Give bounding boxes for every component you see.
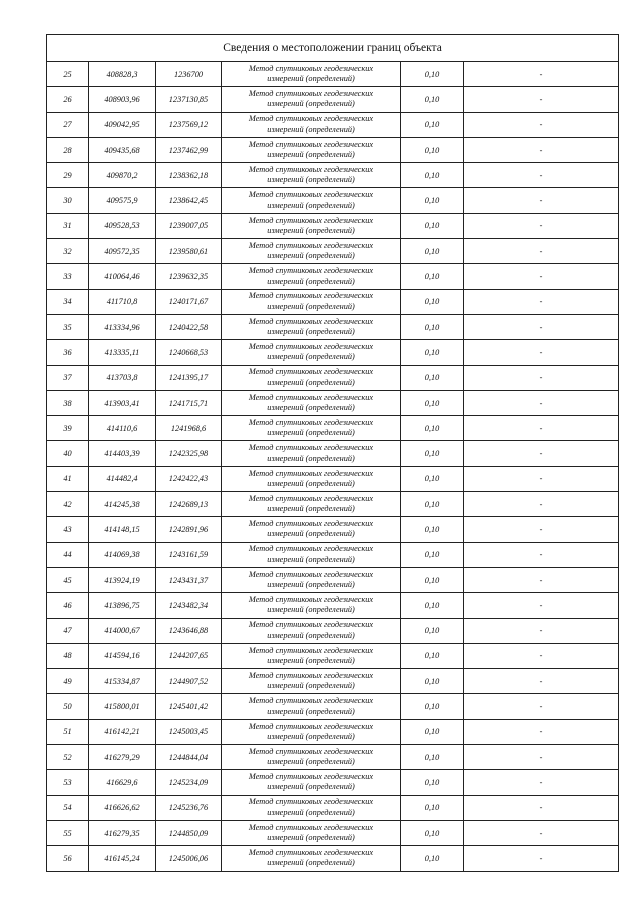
accuracy: 0,10 [401, 643, 464, 668]
method-cell [222, 289, 401, 314]
method-line-2: измерений (определений) [267, 706, 355, 716]
coord-y: 1237569,12 [156, 112, 222, 137]
method-line-1: Метод спутниковых геодезических [248, 316, 374, 326]
table-row [47, 340, 619, 365]
coord-x: 414148,15 [89, 517, 156, 542]
method-line-1: Метод спутниковых геодезических [248, 342, 374, 352]
method-line-2: измерений (определений) [267, 428, 355, 438]
accuracy: 0,10 [401, 137, 464, 162]
coord-y: 1239632,35 [156, 264, 222, 289]
method-cell [222, 593, 401, 618]
table-row [47, 820, 619, 845]
point-number: 34 [47, 289, 89, 314]
point-number: 32 [47, 239, 89, 264]
coord-x: 415334,87 [89, 669, 156, 694]
description: - [464, 62, 619, 87]
method-line-1: Метод спутниковых геодезических [248, 417, 374, 427]
accuracy: 0,10 [401, 213, 464, 238]
coord-x: 408828,3 [89, 62, 156, 87]
point-number: 36 [47, 340, 89, 365]
coord-x: 408903,96 [89, 87, 156, 112]
coord-y: 1236700 [156, 62, 222, 87]
table-row [47, 542, 619, 567]
coord-x: 414594,16 [89, 643, 156, 668]
method-line-1: Метод спутниковых геодезических [248, 392, 374, 402]
method-line-1: Метод спутниковых геодезических [248, 822, 374, 832]
table-title: Сведения о местоположении границ объекта [47, 35, 619, 62]
method-cell [222, 466, 401, 491]
coord-y: 1245401,42 [156, 694, 222, 719]
method-line-2: измерений (определений) [267, 124, 355, 134]
table-row [47, 264, 619, 289]
method-line-1: Метод спутниковых геодезических [248, 544, 374, 554]
description: - [464, 618, 619, 643]
coord-y: 1242689,13 [156, 492, 222, 517]
point-number: 55 [47, 820, 89, 845]
accuracy: 0,10 [401, 567, 464, 592]
accuracy: 0,10 [401, 188, 464, 213]
description: - [464, 188, 619, 213]
accuracy: 0,10 [401, 770, 464, 795]
coord-x: 416145,24 [89, 846, 156, 871]
method-line-1: Метод спутниковых геодезических [248, 266, 374, 276]
accuracy: 0,10 [401, 745, 464, 770]
coord-y: 1245234,09 [156, 770, 222, 795]
point-number: 42 [47, 492, 89, 517]
accuracy: 0,10 [401, 593, 464, 618]
method-line-2: измерений (определений) [267, 301, 355, 311]
description: - [464, 163, 619, 188]
description: - [464, 795, 619, 820]
description: - [464, 239, 619, 264]
point-number: 50 [47, 694, 89, 719]
accuracy: 0,10 [401, 694, 464, 719]
point-number: 25 [47, 62, 89, 87]
point-number: 30 [47, 188, 89, 213]
method-line-2: измерений (определений) [267, 807, 355, 817]
point-number: 48 [47, 643, 89, 668]
table-row [47, 466, 619, 491]
method-cell [222, 188, 401, 213]
coord-y: 1243161,59 [156, 542, 222, 567]
point-number: 27 [47, 112, 89, 137]
coord-x: 414245,38 [89, 492, 156, 517]
accuracy: 0,10 [401, 163, 464, 188]
coord-x: 414110,6 [89, 416, 156, 441]
accuracy: 0,10 [401, 795, 464, 820]
coord-x: 413896,75 [89, 593, 156, 618]
point-number: 43 [47, 517, 89, 542]
coord-x: 409575,9 [89, 188, 156, 213]
method-cell [222, 492, 401, 517]
table-row [47, 213, 619, 238]
method-line-1: Метод спутниковых геодезических [248, 519, 374, 529]
description: - [464, 669, 619, 694]
method-line-2: измерений (определений) [267, 580, 355, 590]
coord-y: 1238362,18 [156, 163, 222, 188]
coord-y: 1243646,88 [156, 618, 222, 643]
table-row [47, 62, 619, 87]
accuracy: 0,10 [401, 820, 464, 845]
method-line-2: измерений (определений) [267, 352, 355, 362]
coord-x: 409042,95 [89, 112, 156, 137]
point-number: 53 [47, 770, 89, 795]
method-cell [222, 542, 401, 567]
method-cell [222, 745, 401, 770]
method-line-1: Метод спутниковых геодезических [248, 847, 374, 857]
method-line-1: Метод спутниковых геодезических [248, 164, 374, 174]
method-line-1: Метод спутниковых геодезических [248, 443, 374, 453]
method-cell [222, 643, 401, 668]
accuracy: 0,10 [401, 87, 464, 112]
table-row [47, 289, 619, 314]
method-cell [222, 314, 401, 339]
table-row [47, 239, 619, 264]
coord-x: 413903,41 [89, 390, 156, 415]
method-cell [222, 87, 401, 112]
method-line-2: измерений (определений) [267, 453, 355, 463]
point-number: 45 [47, 567, 89, 592]
method-line-1: Метод спутниковых геодезических [248, 215, 374, 225]
point-number: 28 [47, 137, 89, 162]
coord-x: 409528,53 [89, 213, 156, 238]
method-line-1: Метод спутниковых геодезических [248, 797, 374, 807]
accuracy: 0,10 [401, 62, 464, 87]
method-cell [222, 340, 401, 365]
coord-x: 411710,8 [89, 289, 156, 314]
point-number: 49 [47, 669, 89, 694]
point-number: 41 [47, 466, 89, 491]
method-line-2: измерений (определений) [267, 681, 355, 691]
accuracy: 0,10 [401, 340, 464, 365]
description: - [464, 314, 619, 339]
method-line-1: Метод спутниковых геодезических [248, 721, 374, 731]
accuracy: 0,10 [401, 365, 464, 390]
description: - [464, 643, 619, 668]
coord-x: 409572,35 [89, 239, 156, 264]
coord-x: 415800,01 [89, 694, 156, 719]
coord-y: 1240668,53 [156, 340, 222, 365]
accuracy: 0,10 [401, 846, 464, 871]
point-number: 46 [47, 593, 89, 618]
coord-y: 1241715,71 [156, 390, 222, 415]
description: - [464, 441, 619, 466]
accuracy: 0,10 [401, 314, 464, 339]
point-number: 29 [47, 163, 89, 188]
table-row [47, 314, 619, 339]
coord-y: 1242891,96 [156, 517, 222, 542]
method-cell [222, 390, 401, 415]
method-cell [222, 239, 401, 264]
method-line-2: измерений (определений) [267, 276, 355, 286]
description: - [464, 340, 619, 365]
table-title-row [47, 35, 619, 62]
method-cell [222, 770, 401, 795]
table-row [47, 365, 619, 390]
table-row [47, 593, 619, 618]
method-cell [222, 694, 401, 719]
method-line-2: измерений (определений) [267, 630, 355, 640]
accuracy: 0,10 [401, 618, 464, 643]
coord-y: 1245003,45 [156, 719, 222, 744]
coord-y: 1238642,45 [156, 188, 222, 213]
description: - [464, 137, 619, 162]
method-line-1: Метод спутниковых геодезических [248, 670, 374, 680]
point-number: 31 [47, 213, 89, 238]
table-row [47, 163, 619, 188]
table-row [47, 618, 619, 643]
method-line-1: Метод спутниковых геодезических [248, 645, 374, 655]
table-row [47, 770, 619, 795]
method-cell [222, 264, 401, 289]
method-line-1: Метод спутниковых геодезических [248, 89, 374, 99]
method-line-2: измерений (определений) [267, 731, 355, 741]
method-line-1: Метод спутниковых геодезических [248, 468, 374, 478]
method-cell [222, 213, 401, 238]
description: - [464, 289, 619, 314]
accuracy: 0,10 [401, 264, 464, 289]
method-line-1: Метод спутниковых геодезических [248, 620, 374, 630]
method-line-1: Метод спутниковых геодезических [248, 63, 374, 73]
description: - [464, 719, 619, 744]
method-cell [222, 795, 401, 820]
method-line-1: Метод спутниковых геодезических [248, 746, 374, 756]
coord-y: 1244844,04 [156, 745, 222, 770]
coord-x: 409870,2 [89, 163, 156, 188]
boundary-document [46, 34, 618, 872]
point-number: 47 [47, 618, 89, 643]
method-cell [222, 62, 401, 87]
method-cell [222, 719, 401, 744]
coord-y: 1243482,34 [156, 593, 222, 618]
method-line-2: измерений (определений) [267, 74, 355, 84]
description: - [464, 820, 619, 845]
table-row [47, 567, 619, 592]
coord-y: 1241395,17 [156, 365, 222, 390]
point-number: 51 [47, 719, 89, 744]
description: - [464, 517, 619, 542]
method-cell [222, 517, 401, 542]
description: - [464, 365, 619, 390]
coord-y: 1243431,37 [156, 567, 222, 592]
method-line-1: Метод спутниковых геодезических [248, 696, 374, 706]
coord-x: 416626,62 [89, 795, 156, 820]
coord-y: 1237130,85 [156, 87, 222, 112]
point-number: 35 [47, 314, 89, 339]
table-row [47, 492, 619, 517]
point-number: 33 [47, 264, 89, 289]
point-number: 40 [47, 441, 89, 466]
accuracy: 0,10 [401, 669, 464, 694]
method-line-1: Метод спутниковых геодезических [248, 772, 374, 782]
method-line-2: измерений (определений) [267, 175, 355, 185]
boundary-table [46, 34, 619, 872]
method-cell [222, 163, 401, 188]
table-row [47, 87, 619, 112]
method-line-2: измерений (определений) [267, 757, 355, 767]
coord-x: 416629,6 [89, 770, 156, 795]
coord-y: 1242325,98 [156, 441, 222, 466]
description: - [464, 264, 619, 289]
coord-x: 416142,21 [89, 719, 156, 744]
coord-y: 1239580,61 [156, 239, 222, 264]
description: - [464, 492, 619, 517]
table-row [47, 669, 619, 694]
description: - [464, 770, 619, 795]
coord-x: 410064,46 [89, 264, 156, 289]
coord-y: 1237462,99 [156, 137, 222, 162]
method-cell [222, 137, 401, 162]
point-number: 44 [47, 542, 89, 567]
method-line-1: Метод спутниковых геодезических [248, 595, 374, 605]
coord-y: 1244907,52 [156, 669, 222, 694]
method-line-2: измерений (определений) [267, 504, 355, 514]
method-line-2: измерений (определений) [267, 150, 355, 160]
coord-y: 1240422,58 [156, 314, 222, 339]
accuracy: 0,10 [401, 289, 464, 314]
coord-y: 1242422,43 [156, 466, 222, 491]
table-row [47, 112, 619, 137]
method-cell [222, 618, 401, 643]
method-cell [222, 669, 401, 694]
method-line-1: Метод спутниковых геодезических [248, 139, 374, 149]
method-cell [222, 112, 401, 137]
coord-y: 1245236,76 [156, 795, 222, 820]
description: - [464, 694, 619, 719]
table-row [47, 846, 619, 871]
point-number: 26 [47, 87, 89, 112]
method-line-1: Метод спутниковых геодезических [248, 114, 374, 124]
method-cell [222, 416, 401, 441]
method-line-2: измерений (определений) [267, 655, 355, 665]
point-number: 56 [47, 846, 89, 871]
method-line-2: измерений (определений) [267, 554, 355, 564]
coord-x: 416279,35 [89, 820, 156, 845]
accuracy: 0,10 [401, 719, 464, 744]
description: - [464, 390, 619, 415]
description: - [464, 745, 619, 770]
description: - [464, 416, 619, 441]
method-line-2: измерений (определений) [267, 478, 355, 488]
method-line-1: Метод спутниковых геодезических [248, 569, 374, 579]
method-line-1: Метод спутниковых геодезических [248, 240, 374, 250]
coord-y: 1239007,05 [156, 213, 222, 238]
coord-x: 409435,68 [89, 137, 156, 162]
accuracy: 0,10 [401, 466, 464, 491]
coord-x: 413924,19 [89, 567, 156, 592]
point-number: 39 [47, 416, 89, 441]
method-line-1: Метод спутниковых геодезических [248, 367, 374, 377]
coord-y: 1244850,09 [156, 820, 222, 845]
method-line-2: измерений (определений) [267, 529, 355, 539]
method-line-2: измерений (определений) [267, 605, 355, 615]
point-number: 37 [47, 365, 89, 390]
coord-y: 1244207,65 [156, 643, 222, 668]
point-number: 54 [47, 795, 89, 820]
accuracy: 0,10 [401, 112, 464, 137]
coord-x: 416279,29 [89, 745, 156, 770]
table-row [47, 643, 619, 668]
table-row [47, 719, 619, 744]
method-line-2: измерений (определений) [267, 99, 355, 109]
accuracy: 0,10 [401, 542, 464, 567]
method-cell [222, 846, 401, 871]
table-row [47, 137, 619, 162]
method-line-2: измерений (определений) [267, 403, 355, 412]
table-row [47, 795, 619, 820]
description: - [464, 112, 619, 137]
method-cell [222, 820, 401, 845]
table-row [47, 694, 619, 719]
method-line-2: измерений (определений) [267, 251, 355, 261]
coord-x: 414482,4 [89, 466, 156, 491]
table-row [47, 517, 619, 542]
coord-x: 413703,8 [89, 365, 156, 390]
accuracy: 0,10 [401, 390, 464, 415]
description: - [464, 542, 619, 567]
accuracy: 0,10 [401, 441, 464, 466]
description: - [464, 593, 619, 618]
method-line-2: измерений (определений) [267, 858, 355, 868]
description: - [464, 846, 619, 871]
method-cell [222, 365, 401, 390]
method-line-2: измерений (определений) [267, 327, 355, 337]
method-line-2: измерений (определений) [267, 200, 355, 210]
method-line-2: измерений (определений) [267, 782, 355, 792]
accuracy: 0,10 [401, 239, 464, 264]
method-line-2: измерений (определений) [267, 377, 355, 387]
table-row [47, 745, 619, 770]
method-line-1: Метод спутниковых геодезических [248, 190, 374, 200]
point-number: 38 [47, 390, 89, 415]
table-row [47, 416, 619, 441]
accuracy: 0,10 [401, 517, 464, 542]
method-line-2: измерений (определений) [267, 833, 355, 843]
coord-x: 414000,67 [89, 618, 156, 643]
coord-y: 1241968,6 [156, 416, 222, 441]
method-line-1: Метод спутниковых геодезических [248, 291, 374, 301]
description: - [464, 567, 619, 592]
coord-x: 414069,38 [89, 542, 156, 567]
table-row [47, 390, 619, 415]
method-line-2: измерений (определений) [267, 225, 355, 235]
point-number: 52 [47, 745, 89, 770]
description: - [464, 213, 619, 238]
method-cell [222, 441, 401, 466]
table-row [47, 441, 619, 466]
coord-x: 413334,96 [89, 314, 156, 339]
accuracy: 0,10 [401, 416, 464, 441]
coord-y: 1240171,67 [156, 289, 222, 314]
description: - [464, 466, 619, 491]
accuracy: 0,10 [401, 492, 464, 517]
method-line-1: Метод спутниковых геодезических [248, 493, 374, 503]
table-row [47, 188, 619, 213]
coord-x: 414403,39 [89, 441, 156, 466]
method-cell [222, 567, 401, 592]
coord-y: 1245006,06 [156, 846, 222, 871]
coord-x: 413335,11 [89, 340, 156, 365]
description: - [464, 87, 619, 112]
